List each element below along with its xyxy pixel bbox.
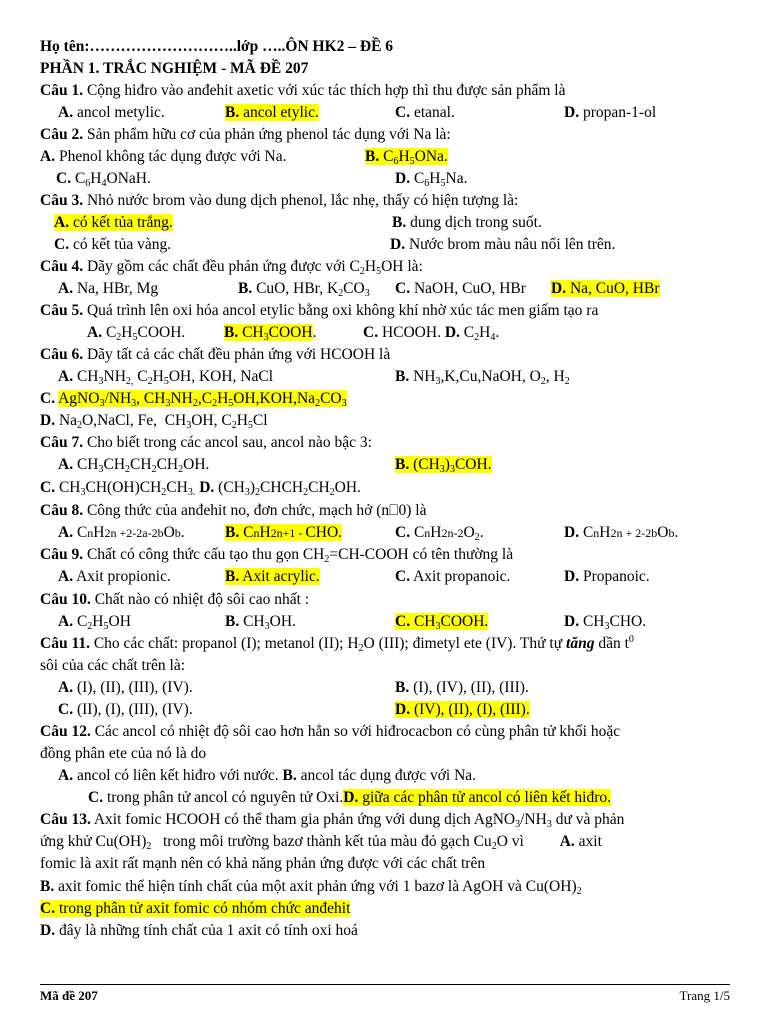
q8-option-d: D. CnH2n + 2-2bOb. (564, 524, 679, 541)
question-12-options-row2 (40, 787, 730, 809)
q2-option-c: C. $C_6H_4ONaH$. (56, 170, 151, 189)
page-footer (40, 984, 730, 1004)
q12-option-a: A. ancol có liên kết hiđro với nước. B. ancol tác dụng được với Na. (58, 767, 477, 784)
question-6-option-d-row (40, 410, 730, 432)
q1-option-b: B. ancol etylic. (225, 104, 319, 121)
question-6-option-c-row (40, 388, 730, 410)
footer-page-number: Trang 1/5 (679, 988, 730, 1003)
q9-option-a: A. Axit propionic. (58, 568, 171, 585)
question-12: Câu 12. Các ancol có nhiệt độ sôi cao hơn hẳn so với hiđrocacbon có cùng phân tử khối hoặc (40, 723, 621, 740)
question-8-text: Công thức của anđehit no, đơn chức, mạch hở (n (83, 502, 390, 519)
q9-option-b: B. Axit acrylic. (225, 568, 320, 585)
question-10-options (40, 611, 730, 633)
question-1-text: Cộng hiđro vào anđehit axetic với xúc tác thích hợp thì thu được sản phẩm là (83, 82, 566, 99)
question-4-text: Dãy gồm các chất đều phản ứng được với C (83, 258, 360, 275)
q12-option-c: C. trong phân tử ancol có nguyên tử Oxi.D. giữa các phân tử ancol có liên kết hiđro. (88, 789, 612, 806)
question-13-text-line3: fomic là axit rất mạnh nên có khả năng phản ứng được với các chất trên (40, 855, 486, 872)
section-heading: PHẦN 1. TRẮC NGHIỆM - MÃ ĐỀ 207 (40, 60, 309, 77)
q4-option-c: C. NaOH, CuO, HBr (395, 280, 526, 297)
question-13-number: Câu 13. (40, 811, 91, 828)
question-10-text: Chất nào có nhiệt độ sôi cao nhất : (90, 591, 310, 608)
question-13-text-line2: ứng khử $Cu(OH)_2$ trong môi trường bazơ thành kết tủa màu đỏ gạch $Cu_2O$ vì A. axit (40, 833, 602, 852)
q5-option-a: A. $C_2H_5COOH$. (87, 324, 186, 343)
question-5 (40, 300, 730, 322)
q11-option-c: C. (II), (I), (III), (IV). (58, 701, 193, 718)
question-8: Câu 8. Công thức của anđehit no, đơn chức, mạch hở (n⎕0) là (40, 502, 427, 519)
question-4: Câu 4. Dãy gồm các chất đều phản ứng được với $C_2H_5OH$ là: (40, 258, 423, 277)
question-5-number: Câu 5. (40, 302, 84, 319)
question-11: Câu 11. Cho các chất: propanol (I); metanol (II); $H_2O$ (III); đimetyl ete (IV). Thứ tự tăng dần $t^0$ (40, 634, 634, 654)
question-8-number: Câu 8. (40, 502, 84, 519)
question-11-number: Câu 11. (40, 635, 90, 652)
question-7-options-row1 (40, 454, 730, 476)
q7-option-d: D. $(CH_3)_2CHCH_2CH_2OH$. (199, 479, 361, 498)
question-11-options-row1 (40, 677, 730, 699)
question-1 (40, 80, 730, 102)
section-heading-line (40, 58, 730, 80)
q10-option-b: B. $CH_3OH$. (225, 613, 296, 632)
question-12-options-row1 (40, 765, 730, 787)
question-7-number: Câu 7. (40, 434, 84, 451)
q8-option-b: B. CnH2n+1 - CHO. (225, 524, 343, 541)
question-2-text: Sản phẩm hữu cơ của phản ứng phenol tác dụng với Na là: (83, 126, 451, 143)
exam-header-title: Họ tên:………………………..lớp …..ÔN HK2 – ĐỀ 6 (40, 38, 394, 55)
question-9: Câu 9. Chất có công thức cấu tạo thu gọn $CH_2=CH$-COOH có tên thường là (40, 546, 514, 565)
question-3-text: Nhỏ nước brom vào dung dịch phenol, lắc nhẹ, thấy có hiện tượng là: (83, 192, 519, 209)
q13-option-c: C. trong phân tử axit fomic có nhóm chức anđehit (40, 900, 351, 917)
question-2-options-row2 (40, 168, 730, 190)
exam-header-line (40, 36, 730, 58)
q10-option-c: C. $CH_3COOH$. (395, 613, 489, 632)
q5-option-c: C. HCOOH. D. $C_2H_4$. (363, 324, 500, 343)
q10-option-a: A. $C_2H_5OH$ (58, 613, 131, 632)
question-4-number: Câu 4. (40, 258, 84, 275)
q4-option-a: A. Na, HBr, Mg (58, 280, 159, 297)
question-6-number: Câu 6. (40, 346, 84, 363)
q6-option-b: B. $NH_3,K,Cu,NaOH$, $O_2$, $H_2$ (395, 368, 570, 387)
question-9-number: Câu 9. (40, 546, 84, 563)
q11-option-a: A. (I), (II), (III), (IV). (58, 679, 193, 696)
q8-option-a: A. CnH2n +2-2a-2bOb. (58, 524, 185, 541)
question-6 (40, 344, 730, 366)
q13-option-b: B. axit fomic thể hiện tính chất của một axit phản ứng với 1 bazơ là AgOH và $Cu(OH)_2$ (40, 878, 582, 897)
question-3-options-row1 (40, 212, 730, 234)
question-5-text: Quá trình lên oxi hóa ancol etylic bằng oxi không khí nhờ xúc tác men giấm tạo ra (83, 302, 599, 319)
question-6-options-row1 (40, 366, 730, 388)
question-3-number: Câu 3. (40, 192, 84, 209)
q3-option-d: D. Nước brom màu nâu nổi lên trên. (390, 236, 616, 253)
question-6-text: Dãy tất cả các chất đều phản ứng với HCOOH là (83, 346, 391, 363)
q6-option-d: D. $Na_2O,NaCl$, Fe, $CH_3OH$, $C_2H_5Cl$ (40, 412, 268, 431)
question-10 (40, 588, 730, 611)
question-2 (40, 124, 730, 146)
question-11-options-row2 (40, 699, 730, 721)
question-7-text: Cho biết trong các ancol sau, ancol nào bậc 3: (83, 434, 372, 451)
question-1-options (40, 102, 730, 124)
q2-option-a: A. Phenol không tác dụng được với Na. (40, 148, 287, 165)
q3-option-a: A. có kết tủa trắng. (54, 214, 173, 231)
question-13-option-c-row (40, 898, 730, 920)
q1-option-c: C. etanal. (395, 104, 455, 121)
q1-option-d: D. propan-1-ol (564, 104, 657, 121)
q5-option-b: B. $CH_3COOH$. (224, 324, 317, 343)
q9-option-c: C. Axit propanoic. (395, 568, 511, 585)
question-13-option-d-row (40, 920, 730, 942)
q3-option-c: C. có kết tủa vàng. (54, 236, 172, 253)
q10-option-d: D. $CH_3CHO$. (564, 613, 647, 632)
question-10-number: Câu 10. (40, 591, 91, 608)
question-3 (40, 190, 730, 212)
q9-option-d: D. Propanoic. (564, 568, 650, 585)
exam-page (40, 36, 730, 942)
q8-option-c: C. $CnH2n-2O_2$. (395, 524, 484, 543)
q6-option-a: A. $CH_3NH_{2,}$ $C_2H_5OH$, KOH, NaCl (58, 368, 273, 387)
question-9-options (40, 566, 730, 588)
q11-option-b: B. (I), (IV), (II), (III). (395, 679, 529, 696)
q6-option-c: C. $AgNO_3/NH_3$, $CH_3NH_2,C_2H_5OH,KOH,Na_2CO_3$ (40, 390, 347, 409)
footer-exam-code: Mã đề 207 (40, 988, 98, 1003)
q7-option-a: A. $CH_3CH_2CH_2CH_2OH$. (58, 456, 210, 475)
question-5-options (40, 322, 730, 344)
question-8-options (40, 522, 730, 544)
q7-option-c: C. $CH_3CH(OH)CH_2CH_{3.}$ (40, 479, 196, 498)
question-3-options-row2 (40, 234, 730, 256)
q4-option-d: D. Na, CuO, HBr (551, 280, 660, 297)
q13-option-d: D. đây là những tính chất của 1 axit có tính oxi hoá (40, 922, 358, 939)
q11-option-d: D. (IV), (II), (I), (III). (395, 701, 530, 718)
q2-option-d: D. $C_6H_5Na$. (395, 170, 468, 189)
question-9-text: Chất có công thức cấu tạo thu gọn CH (83, 546, 325, 563)
question-13: Câu 13. Axit fomic HCOOH có thể tham gia phản ứng với dung dịch $AgNO_3/NH_3$ dư và phản (40, 811, 625, 830)
q4-option-b: B. CuO, HBr, $K_2CO_3$ (238, 280, 370, 299)
q2-option-b: B. $C_6H_5ONa$. (365, 148, 448, 167)
q7-option-b: B. $(CH_3)_3COH$. (395, 456, 492, 475)
question-12-number: Câu 12. (40, 723, 91, 740)
question-2-number: Câu 2. (40, 126, 84, 143)
question-11-text-line2: sôi của các chất trên là: (40, 657, 186, 674)
question-1-number: Câu 1. (40, 82, 84, 99)
question-7-options-row2 (40, 476, 730, 499)
question-13-option-b-row (40, 875, 730, 898)
question-2-options-row1 (40, 146, 730, 168)
q1-option-a: A. ancol metylic. (58, 104, 165, 121)
question-12-text-line2: đồng phân ete của nó là do (40, 745, 207, 762)
question-4-options (40, 278, 730, 300)
question-7 (40, 432, 730, 454)
q3-option-b: B. dung dịch trong suốt. (392, 214, 542, 231)
